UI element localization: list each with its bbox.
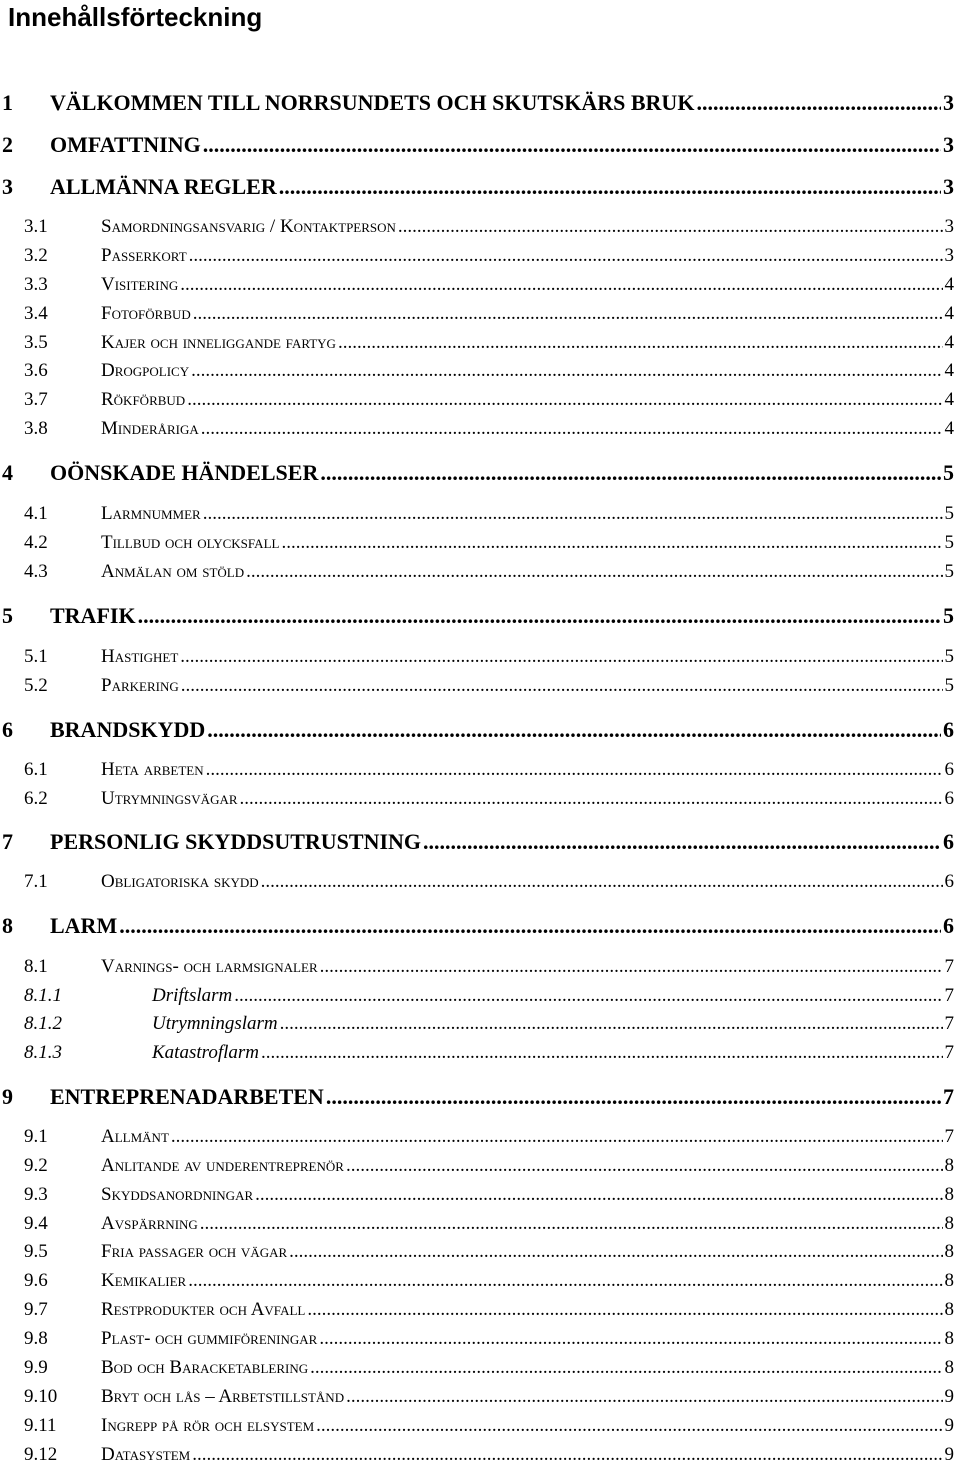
toc-entry[interactable] [0, 88, 954, 118]
toc-entry-page-number: 8 [944, 1184, 954, 1205]
toc-entry-number: 3 [2, 174, 13, 199]
toc-entry-title: Kajer och inneliggande fartyg [101, 332, 336, 353]
toc-entry[interactable] [0, 1153, 954, 1179]
dot-leader [203, 501, 943, 527]
dot-leader [310, 1355, 942, 1381]
toc-entry-page-number: 6 [943, 913, 954, 938]
toc-entry-title: VÄLKOMMEN TILL NORRSUNDETS OCH SKUTSKÄRS BRUK [50, 90, 695, 115]
toc-entry-number: 9 [2, 1084, 13, 1109]
toc-entry-number: 9.4 [24, 1213, 48, 1234]
toc-entry[interactable] [0, 1268, 954, 1294]
toc-entry-title: Skyddsanordningar [101, 1184, 254, 1205]
toc-entry[interactable] [0, 130, 954, 160]
dot-leader [192, 1442, 942, 1468]
dot-leader [207, 715, 941, 745]
toc-entry-page-number: 5 [944, 646, 954, 667]
toc-entry-title: Anlitande av underentreprenör [101, 1155, 344, 1176]
toc-entry-title: Avspärrning [101, 1213, 198, 1234]
toc-entry-page-number: 8 [944, 1270, 954, 1291]
toc-entry-title: TRAFIK [50, 603, 136, 628]
toc-entry-number: 1 [2, 90, 13, 115]
dot-leader [203, 130, 941, 160]
toc-entry-title: Plast- och gummiföreningar [101, 1328, 318, 1349]
toc-entry-number: 8.1 [24, 956, 48, 977]
toc-entry-number: 9.5 [24, 1241, 48, 1262]
toc-entry-number: 3.2 [24, 245, 48, 266]
toc-entry-title: Tillbud och olycksfall [101, 532, 280, 553]
toc-entry-title: BRANDSKYDD [50, 717, 206, 742]
toc-entry-page-number: 5 [944, 503, 954, 524]
toc-entry-page-number: 6 [943, 717, 954, 742]
toc-entry-number: 9.10 [24, 1386, 58, 1407]
toc-entry[interactable] [0, 214, 954, 240]
toc-entry-title: Parkering [101, 675, 179, 696]
toc-entry-number: 5 [2, 603, 13, 628]
toc-entry-number: 9.11 [24, 1415, 57, 1436]
toc-entry-title: Larmnummer [101, 503, 201, 524]
dot-leader [346, 1153, 943, 1179]
dot-leader [307, 1297, 942, 1323]
toc-entry-page-number: 3 [944, 216, 954, 237]
toc-entry-page-number: 7 [944, 1126, 954, 1147]
toc-entry-number: 4.2 [24, 532, 48, 553]
toc-entry-number: 5.1 [24, 646, 48, 667]
toc-entry-page-number: 8 [944, 1213, 954, 1234]
toc-entry[interactable] [0, 1124, 954, 1150]
toc-entry[interactable] [0, 1384, 954, 1410]
toc-entry-title: Anmälan om stöld [101, 561, 245, 582]
toc-entry-page-number: 5 [943, 460, 954, 485]
dot-leader [180, 272, 942, 298]
toc-entry-number: 8.1.3 [24, 1042, 62, 1063]
dot-leader [320, 954, 943, 980]
toc-entry-number: 9.7 [24, 1299, 48, 1320]
toc-entry-title: Utrymningslarm [152, 1013, 278, 1034]
toc-entry[interactable] [0, 1040, 954, 1066]
toc-entry-title: Samordningsansvarig / Kontaktperson [101, 216, 396, 237]
toc-entry-page-number: 6 [944, 871, 954, 892]
toc-entry[interactable] [0, 1182, 954, 1208]
toc-entry-number: 7 [2, 829, 13, 854]
toc-entry-title: ENTREPRENADARBETEN [50, 1084, 324, 1109]
toc-entry-number: 3.7 [24, 389, 48, 410]
toc-entry-page-number: 7 [944, 956, 954, 977]
toc-entry-page-number: 4 [944, 332, 954, 353]
toc-entry-title: Varnings- och larmsignaler [101, 956, 318, 977]
toc-entry[interactable] [0, 1326, 954, 1352]
dot-leader [246, 559, 942, 585]
toc-entry[interactable] [0, 501, 954, 527]
dot-leader [261, 1040, 943, 1066]
toc-entry[interactable] [0, 530, 954, 556]
toc-entry-number: 4 [2, 460, 13, 485]
dot-leader [240, 786, 943, 812]
toc-entry-title: Visitering [101, 274, 179, 295]
toc-entry[interactable] [0, 1011, 954, 1037]
toc-entry-title: Passerkort [101, 245, 187, 266]
toc-heading: Innehållsförteckning [8, 2, 263, 32]
toc-entry-title: Datasystem [101, 1444, 191, 1465]
toc-entry-number: 9.9 [24, 1357, 48, 1378]
toc-entry-page-number: 4 [944, 360, 954, 381]
toc-entry[interactable] [0, 1211, 954, 1237]
toc-entry-title: Katastroflarm [152, 1042, 259, 1063]
dot-leader [191, 358, 942, 384]
toc-entry-page-number: 4 [944, 418, 954, 439]
toc-entry-title: Ingrepp på rör och elsystem [101, 1415, 315, 1436]
toc-entry-title: PERSONLIG SKYDDSUTRUSTNING [50, 829, 422, 854]
dot-leader [193, 301, 943, 327]
dot-leader [188, 1268, 942, 1294]
toc-entry[interactable] [0, 644, 954, 670]
toc-entry-title: Minderåriga [101, 418, 199, 439]
toc-entry[interactable] [0, 387, 954, 413]
toc-entry-page-number: 4 [944, 389, 954, 410]
toc-entry[interactable] [0, 673, 954, 699]
toc-entry-title: Utrymningsvägar [101, 788, 238, 809]
toc-entry-page-number: 7 [944, 1042, 954, 1063]
dot-leader [280, 1011, 943, 1037]
toc-entry-page-number: 6 [944, 759, 954, 780]
toc-entry-number: 6 [2, 717, 13, 742]
toc-entry-page-number: 9 [944, 1415, 954, 1436]
toc-entry-number: 4.1 [24, 503, 48, 524]
dot-leader [181, 673, 943, 699]
toc-entry-title: Fotoförbud [101, 303, 191, 324]
dot-leader [255, 1182, 942, 1208]
toc-entry-page-number: 3 [943, 174, 954, 199]
toc-entry-number: 8 [2, 913, 13, 938]
toc-entry-title: Restprodukter och Avfall [101, 1299, 306, 1320]
toc-entry-number: 7.1 [24, 871, 48, 892]
toc-entry[interactable] [0, 954, 954, 980]
toc-entry-title: Rökförbud [101, 389, 186, 410]
dot-leader [234, 983, 942, 1009]
toc-entry-title: OÖNSKADE HÄNDELSER [50, 460, 319, 485]
toc-entry-page-number: 8 [944, 1241, 954, 1262]
toc-entry-page-number: 8 [944, 1328, 954, 1349]
toc-entry-title: OMFATTNING [50, 132, 201, 157]
toc-entry[interactable] [0, 272, 954, 298]
toc-entry-title: Bryt och lås – Arbetstillstånd [101, 1386, 345, 1407]
dot-leader [289, 1239, 942, 1265]
toc-entry-page-number: 3 [944, 245, 954, 266]
toc-entry-number: 9.12 [24, 1444, 58, 1465]
toc-entry[interactable] [0, 301, 954, 327]
dot-leader [201, 416, 943, 442]
toc-entry-number: 3.3 [24, 274, 48, 295]
toc-entry[interactable] [0, 358, 954, 384]
toc-entry-page-number: 8 [944, 1155, 954, 1176]
toc-entry-page-number: 4 [944, 303, 954, 324]
toc-entry-title: LARM [50, 913, 118, 938]
toc-entry-number: 9.2 [24, 1155, 48, 1176]
toc-entry-page-number: 6 [944, 788, 954, 809]
toc-entry-number: 3.6 [24, 360, 48, 381]
dot-leader [138, 601, 941, 631]
toc-entry-title: Bod och Baracketablering [101, 1357, 309, 1378]
toc-entry[interactable] [0, 330, 954, 356]
dot-leader [319, 1326, 942, 1352]
toc-entry[interactable] [0, 1082, 954, 1112]
dot-leader [316, 1413, 942, 1439]
toc-entry-page-number: 9 [944, 1444, 954, 1465]
dot-leader [281, 530, 942, 556]
toc-entry-number: 3.8 [24, 418, 48, 439]
toc-entry-title: Kemikalier [101, 1270, 187, 1291]
toc-entry[interactable] [0, 911, 954, 941]
toc-entry-number: 9.3 [24, 1184, 48, 1205]
toc-entry-title: Fria passager och vägar [101, 1241, 288, 1262]
toc-entry[interactable] [0, 827, 954, 857]
toc-entry-page-number: 5 [943, 603, 954, 628]
toc-entry-page-number: 7 [944, 985, 954, 1006]
toc-entry-number: 9.8 [24, 1328, 48, 1349]
toc-entry-title: Allmänt [101, 1126, 169, 1147]
toc-entry[interactable] [0, 458, 954, 488]
dot-leader [200, 1211, 943, 1237]
toc-entry[interactable] [0, 1239, 954, 1265]
toc-entry-number: 2 [2, 132, 13, 157]
dot-leader [320, 458, 941, 488]
toc-entry[interactable] [0, 243, 954, 269]
toc-entry[interactable] [0, 416, 954, 442]
toc-entry[interactable] [0, 983, 954, 1009]
toc-entry[interactable] [0, 601, 954, 631]
toc-entry[interactable] [0, 1413, 954, 1439]
toc-entry[interactable] [0, 1355, 954, 1381]
toc-entry[interactable] [0, 757, 954, 783]
toc-entry-number: 9.6 [24, 1270, 48, 1291]
toc-entry-page-number: 9 [944, 1386, 954, 1407]
toc-entry-page-number: 5 [944, 675, 954, 696]
toc-entry[interactable] [0, 1297, 954, 1323]
dot-leader [261, 869, 943, 895]
dot-leader [696, 88, 941, 118]
dot-leader [180, 644, 942, 670]
toc-entry-number: 4.3 [24, 561, 48, 582]
toc-entry[interactable] [0, 786, 954, 812]
dot-leader [189, 243, 943, 269]
toc-entry-title: Heta arbeten [101, 759, 204, 780]
toc-entry-title: Obligatoriska skydd [101, 871, 259, 892]
toc-entry-number: 6.2 [24, 788, 48, 809]
toc-entry-title: Drogpolicy [101, 360, 190, 381]
toc-entry[interactable] [0, 172, 954, 202]
dot-leader [279, 172, 941, 202]
dot-leader [187, 387, 942, 413]
toc-entry[interactable] [0, 559, 954, 585]
toc-entry-page-number: 3 [943, 90, 954, 115]
toc-entry-number: 8.1.2 [24, 1013, 62, 1034]
toc-entry-title: ALLMÄNNA REGLER [50, 174, 277, 199]
toc-entry-number: 3.1 [24, 216, 48, 237]
toc-entry-page-number: 3 [943, 132, 954, 157]
toc-entry-page-number: 7 [943, 1084, 954, 1109]
dot-leader [326, 1082, 941, 1112]
toc-entry-number: 3.5 [24, 332, 48, 353]
dot-leader [171, 1124, 943, 1150]
toc-entry-page-number: 8 [944, 1299, 954, 1320]
toc-entry-number: 9.1 [24, 1126, 48, 1147]
toc-entry-number: 6.1 [24, 759, 48, 780]
toc-entry-title: Driftslarm [152, 985, 233, 1006]
toc-entry-page-number: 4 [944, 274, 954, 295]
dot-leader [423, 827, 941, 857]
toc-entry-page-number: 7 [944, 1013, 954, 1034]
toc-entry-title: Hastighet [101, 646, 179, 667]
toc-entry-page-number: 6 [943, 829, 954, 854]
dot-leader [119, 911, 941, 941]
dot-leader [346, 1384, 942, 1410]
toc-entry-number: 5.2 [24, 675, 48, 696]
toc-entry-number: 8.1.1 [24, 985, 62, 1006]
toc-entry-page-number: 5 [944, 561, 954, 582]
dot-leader [398, 214, 943, 240]
toc-entry-page-number: 5 [944, 532, 954, 553]
toc-entry[interactable] [0, 715, 954, 745]
toc-entry-number: 3.4 [24, 303, 48, 324]
toc-entry[interactable] [0, 869, 954, 895]
toc-entry-page-number: 8 [944, 1357, 954, 1378]
dot-leader [206, 757, 943, 783]
toc-entry[interactable] [0, 1442, 954, 1468]
dot-leader [338, 330, 943, 356]
